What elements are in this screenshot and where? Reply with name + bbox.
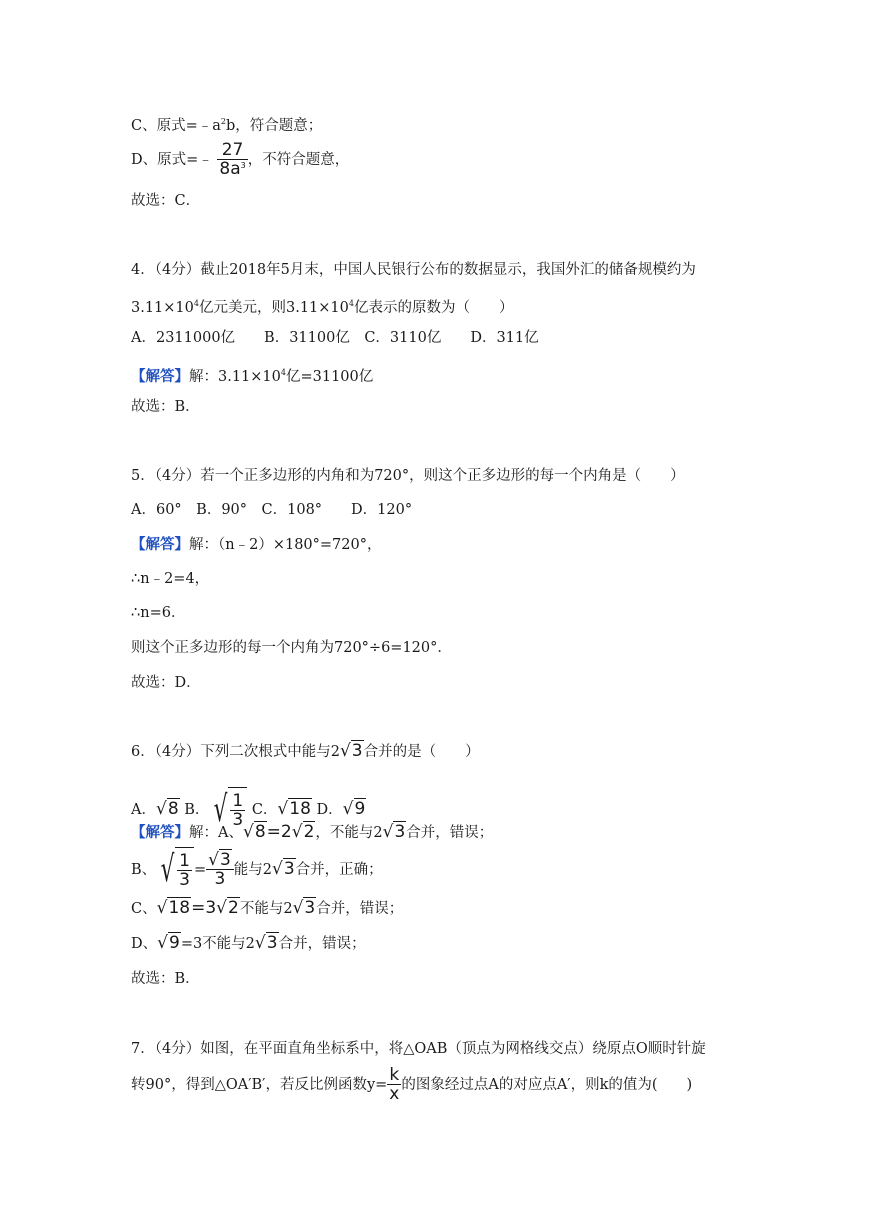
radicand: 3 bbox=[351, 741, 363, 761]
radicand: 9 bbox=[168, 933, 180, 953]
solution-tag: 【解答】 bbox=[131, 824, 189, 841]
text: 解：（n﹣2）×180°=720°， bbox=[189, 537, 382, 553]
text: 亿=31100亿 bbox=[285, 369, 374, 385]
text: 不能与2 bbox=[239, 901, 293, 917]
radicand: 2 bbox=[303, 822, 315, 842]
text: b，符合题意； bbox=[225, 118, 323, 134]
sqrt: √3 bbox=[339, 741, 363, 761]
exponent: 4 bbox=[280, 368, 286, 377]
denominator: 3 bbox=[232, 809, 244, 830]
text: =2 bbox=[266, 822, 292, 842]
sqrt-fraction: √ $\frac{1}{3}$ bbox=[156, 847, 194, 894]
text: B、 bbox=[131, 862, 157, 878]
q3-option-c-solution bbox=[131, 112, 322, 136]
exponent: 4 bbox=[193, 299, 199, 308]
sqrt: √3 bbox=[382, 822, 406, 842]
option-d-label: D． bbox=[316, 802, 343, 818]
text: C、 bbox=[131, 901, 157, 917]
text: 的图象经过点A的对应点A′，则k的值为( ) bbox=[401, 1077, 693, 1093]
sqrt: √9 bbox=[157, 933, 180, 953]
denominator bbox=[217, 160, 247, 178]
text: 6．（4分）下列二次根式中能与2 bbox=[131, 744, 340, 760]
radicand: 3 bbox=[394, 822, 406, 842]
text: 3.11×10 bbox=[131, 300, 194, 316]
exponent: 3 bbox=[240, 161, 246, 170]
sqrt-fraction: √ $\frac{1}{3}$ bbox=[209, 787, 247, 834]
q6-answer: 故选：B． bbox=[131, 971, 200, 987]
numerator: 1 bbox=[232, 790, 244, 811]
equals bbox=[191, 898, 216, 918]
q6-stem bbox=[131, 741, 480, 762]
radicand: 3 bbox=[304, 898, 316, 918]
sqrt: √9 bbox=[342, 799, 366, 819]
text: ，不能与2 bbox=[315, 825, 383, 841]
radicand: 3 bbox=[266, 933, 278, 953]
text: 解：A、 bbox=[189, 825, 243, 841]
text: 合并，错误； bbox=[316, 901, 404, 917]
text: D、 bbox=[131, 936, 158, 952]
radicand: 2 bbox=[228, 898, 239, 918]
equals bbox=[267, 822, 292, 842]
numerator: k bbox=[387, 1067, 401, 1085]
text: 8a bbox=[219, 159, 241, 179]
exponent: 4 bbox=[348, 299, 354, 308]
radicand: 8 bbox=[254, 822, 266, 842]
q4-answer: 故选：B． bbox=[131, 399, 200, 415]
text: D、原式=﹣ bbox=[131, 152, 213, 168]
sqrt: √2 bbox=[216, 898, 239, 918]
denominator: x bbox=[389, 1084, 400, 1104]
option-b-label: B． bbox=[184, 802, 210, 818]
sqrt: √8 bbox=[155, 799, 179, 819]
q5-solution-line1 bbox=[131, 535, 381, 555]
numerator: 27 bbox=[217, 142, 247, 160]
radicand: 18 bbox=[289, 799, 311, 819]
text: 亿表示的原数为（ ） bbox=[353, 300, 514, 316]
text: ，不符合题意， bbox=[247, 152, 350, 168]
sqrt: √8 bbox=[242, 822, 266, 842]
sqrt: √2 bbox=[291, 822, 315, 842]
q4-stem-line2 bbox=[131, 294, 513, 318]
radicand: 3 bbox=[219, 850, 231, 870]
q4-options: A．2311000亿 B．31100亿 C．3110亿 D．311亿 bbox=[131, 330, 539, 346]
q5-solution-line3: ∴n=6． bbox=[131, 605, 186, 621]
q4-stem-line1: 4．（4分）截止2018年5月末，中国人民银行公布的数据显示，我国外汇的储备规模约为 bbox=[131, 262, 696, 278]
q6-solution-d bbox=[131, 933, 366, 954]
q5-solution-line4: 则这个正多边形的每一个内角为720°÷6=120°． bbox=[131, 640, 452, 656]
radicand: 18 bbox=[168, 898, 191, 918]
q6-solution-c bbox=[131, 898, 403, 919]
solution-tag: 【解答】 bbox=[131, 368, 189, 385]
option-c-label: C． bbox=[251, 802, 278, 818]
sqrt: √18 bbox=[156, 898, 191, 918]
sqrt: √3 bbox=[292, 898, 316, 918]
exponent: 2 bbox=[220, 117, 226, 126]
solution-tag: 【解答】 bbox=[131, 536, 189, 553]
text: C、原式=﹣a bbox=[131, 118, 221, 134]
q4-solution bbox=[131, 363, 373, 387]
numerator: 1 bbox=[179, 850, 190, 871]
text: 合并，正确； bbox=[295, 862, 383, 878]
text: 合并的是（ ） bbox=[363, 744, 480, 760]
text: 能与2 bbox=[233, 862, 272, 878]
radicand: 8 bbox=[167, 799, 179, 819]
text: 合并，错误； bbox=[406, 825, 494, 841]
denominator: 3 bbox=[214, 869, 226, 889]
denominator: 3 bbox=[179, 869, 190, 890]
q6-solution-b bbox=[131, 846, 383, 892]
q3-answer: 故选：C． bbox=[131, 193, 201, 209]
q5-solution-line2: ∴n﹣2=4， bbox=[131, 571, 210, 587]
text: 亿元美元，则3.11×10 bbox=[198, 300, 349, 316]
sqrt: √18 bbox=[277, 799, 311, 819]
text: 合并，错误； bbox=[278, 936, 366, 952]
fraction bbox=[217, 142, 247, 178]
q5-options: A．60° B．90° C．108° D．120° bbox=[131, 502, 413, 518]
text: 转90°，得到△OA′B′，若反比例函数y= bbox=[131, 1077, 388, 1093]
fraction bbox=[387, 1067, 401, 1103]
radicand: 3 bbox=[283, 859, 295, 879]
sqrt: √3 bbox=[254, 933, 278, 953]
q5-stem: 5．（4分）若一个正多边形的内角和为720°，则这个正多边形的每一个内角是（ ） bbox=[131, 468, 685, 484]
radicand: 9 bbox=[354, 799, 366, 819]
sqrt: √3 bbox=[272, 859, 295, 879]
text: = bbox=[193, 862, 207, 878]
q7-stem-line2 bbox=[131, 1064, 692, 1106]
q7-stem-line1: 7．（4分）如图，在平面直角坐标系中，将△OAB（顶点为网格线交点）绕原点O顺时针旋 bbox=[131, 1041, 706, 1057]
text: =3 bbox=[191, 898, 217, 918]
text: 解：3.11×10 bbox=[189, 369, 281, 385]
q6-solution-a bbox=[131, 822, 493, 843]
fraction: $\frac{√3}{3}$ bbox=[206, 852, 234, 888]
option-a-label: A． bbox=[131, 802, 156, 818]
q3-option-d-solution bbox=[131, 140, 349, 180]
q5-answer: 故选：D． bbox=[131, 675, 201, 691]
text: =3不能与2 bbox=[180, 936, 255, 952]
